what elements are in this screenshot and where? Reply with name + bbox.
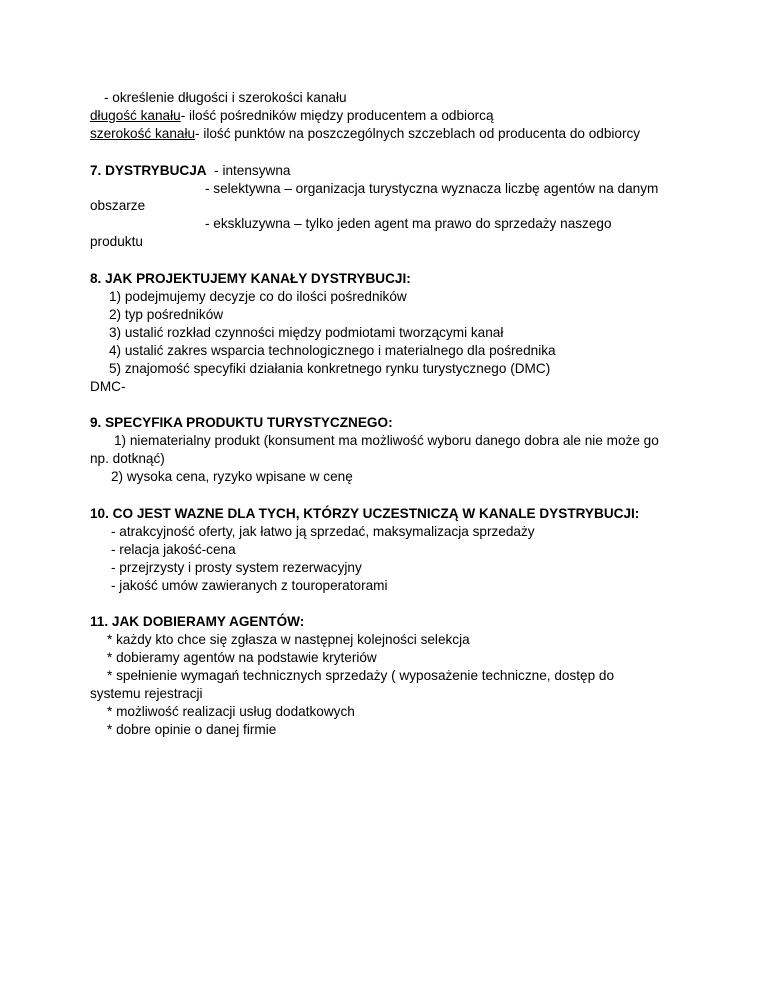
list-item: - jakość umów zawieranych z touroperatorami: [111, 578, 388, 593]
definition-length: [90, 107, 494, 125]
term-length: długość kanału: [90, 108, 181, 123]
definition-length-text: - ilość pośredników między producentem a odbiorcą: [180, 108, 494, 123]
section-8-heading: 8. JAK PROJEKTUJEMY KANAŁY DYSTRYBUCJI:: [90, 271, 411, 286]
list-item-cont: systemu rejestracji: [90, 686, 203, 701]
list-item: * spełnienie wymagań technicznych sprzedaży ( wyposażenie techniczne, dostęp do: [107, 668, 615, 683]
list-item: - atrakcyjność oferty, jak łatwo ją sprzedać, maksymalizacja sprzedaży: [111, 524, 535, 539]
list-item: * możliwość realizacji usług dodatkowych: [107, 704, 355, 719]
distribution-selective-cont: obszarze: [90, 198, 146, 213]
list-item: - przejrzysty i prosty system rezerwacyjny: [111, 560, 362, 575]
section-7-heading: 7. DYSTRYBUCJA: [90, 163, 207, 178]
definition-width-text: - ilość punktów na poszczególnych szczeblach od producenta do odbiorcy: [195, 126, 641, 141]
distribution-exclusive-cont: produktu: [90, 234, 143, 249]
distribution-intensive: - intensywna: [214, 163, 291, 178]
list-item: * dobieramy agentów na podstawie kryteriów: [107, 650, 377, 665]
list-item: * każdy kto chce się zgłasza w następnej kolejności selekcja: [107, 632, 470, 647]
list-item: 5) znajomość specyfiki działania konkretnego rynku turystycznego (DMC): [109, 361, 551, 376]
definition-width: [90, 125, 640, 143]
distribution-exclusive: - ekskluzywna – tylko jeden agent ma prawo do sprzedaży naszego: [205, 216, 612, 231]
list-item-cont: np. dotknąć): [90, 451, 165, 466]
list-item: 1) niematerialny produkt (konsument ma możliwość wyboru danego dobra ale nie może go: [114, 433, 659, 448]
list-item: 2) typ pośredników: [109, 307, 224, 322]
section-11-heading: 11. JAK DOBIERAMY AGENTÓW:: [90, 614, 305, 629]
intro-line: - określenie długości i szerokości kanału: [104, 90, 347, 105]
list-item: - relacja jakość-cena: [111, 542, 236, 557]
section-9-heading: 9. SPECYFIKA PRODUKTU TURYSTYCZNEGO:: [90, 415, 393, 430]
list-item: 1) podejmujemy decyzje co do ilości pośredników: [109, 289, 407, 304]
list-item: * dobre opinie o danej firmie: [107, 722, 277, 737]
term-width: szerokość kanału: [90, 126, 196, 141]
list-item: 2) wysoka cena, ryzyko wpisane w cenę: [111, 469, 353, 484]
list-item: 4) ustalić zakres wsparcia technologicznego i materialnego dla pośrednika: [109, 343, 556, 358]
section-10-heading: 10. CO JEST WAZNE DLA TYCH, KTÓRZY UCZESTNICZĄ W KANALE DYSTRYBUCJI:: [90, 506, 640, 521]
distribution-selective: - selektywna – organizacja turystyczna wyznacza liczbę agentów na danym: [205, 181, 659, 196]
section-7-first-line: [90, 162, 290, 180]
list-item: 3) ustalić rozkład czynności między podmiotami tworzącymi kanał: [109, 325, 504, 340]
dmc-line: DMC-: [90, 379, 126, 394]
